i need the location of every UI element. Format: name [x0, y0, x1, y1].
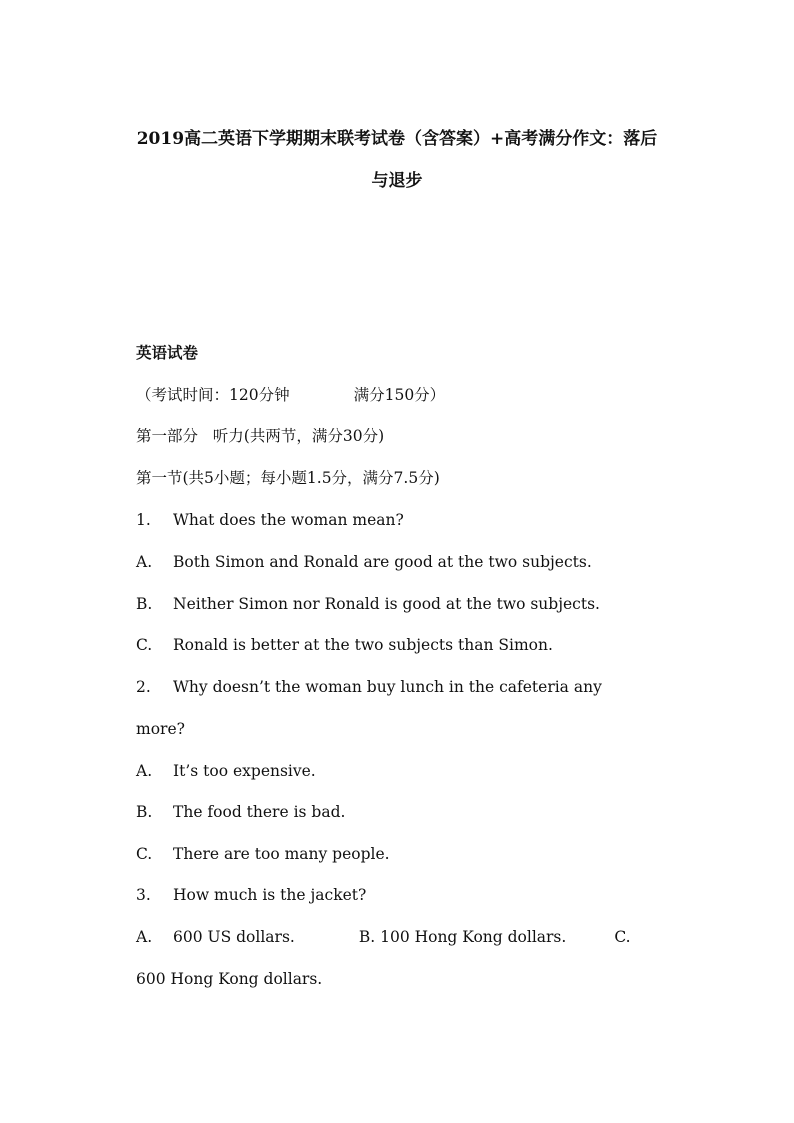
question-stem: What does the woman mean? [173, 511, 404, 529]
option-text: Ronald is better at the two subjects than Simon. [173, 636, 553, 654]
option-text: 600 US dollars. [173, 928, 295, 946]
subsection-heading: 第一节(共5小题；每小题1.5分，满分7.5分) [136, 469, 440, 487]
option-text: The food there is bad. [173, 803, 346, 821]
question-2 [136, 676, 676, 698]
option-label: B. [136, 595, 153, 613]
option-1c [136, 634, 676, 656]
option-text: Neither Simon nor Ronald is good at the two subjects. [173, 595, 600, 613]
paper-name: 英语试卷 [136, 343, 199, 362]
exam-info [136, 384, 676, 406]
question-number: 1. [136, 511, 151, 529]
exam-time: （考试时间：120分钟 [136, 386, 290, 404]
option-2c [136, 843, 676, 865]
option-label: B. [136, 803, 153, 821]
options-3-row [136, 926, 676, 948]
option-text: 100 Hong Kong dollars. [380, 928, 567, 946]
option-label: A. [136, 928, 153, 946]
option-3c-text: 600 Hong Kong dollars. [136, 970, 323, 988]
option-text: Both Simon and Ronald are good at the two subjects. [173, 553, 592, 571]
document-title [110, 118, 684, 202]
option-2b [136, 801, 676, 823]
option-text: It’s too expensive. [173, 762, 316, 780]
question-2-continued: more? [136, 720, 185, 738]
option-1b [136, 593, 676, 615]
title-line-2: 与退步 [371, 171, 423, 191]
option-label: C. [136, 636, 153, 654]
part-heading [136, 425, 676, 447]
option-text: There are too many people. [173, 845, 390, 863]
option-label: C. [136, 845, 153, 863]
title-line-1: 2019高二英语下学期期末联考试卷（含答案）+高考满分作文：落后 [136, 129, 658, 149]
option-label: A. [136, 762, 153, 780]
option-label: C. [614, 928, 631, 946]
question-1 [136, 509, 676, 531]
question-number: 2. [136, 678, 151, 696]
question-number: 3. [136, 886, 151, 904]
part-label: 第一部分 [136, 427, 199, 445]
option-label: B. [358, 928, 376, 946]
question-stem: How much is the jacket? [173, 886, 367, 904]
question-3 [136, 884, 676, 906]
option-1a [136, 551, 676, 573]
option-label: A. [136, 553, 153, 571]
part-description: 听力(共两节，满分30分) [212, 427, 385, 445]
option-2a [136, 760, 676, 782]
full-score: 满分150分） [353, 386, 446, 404]
question-stem-line-1: Why doesn’t the woman buy lunch in the cafeteria any [173, 678, 602, 696]
